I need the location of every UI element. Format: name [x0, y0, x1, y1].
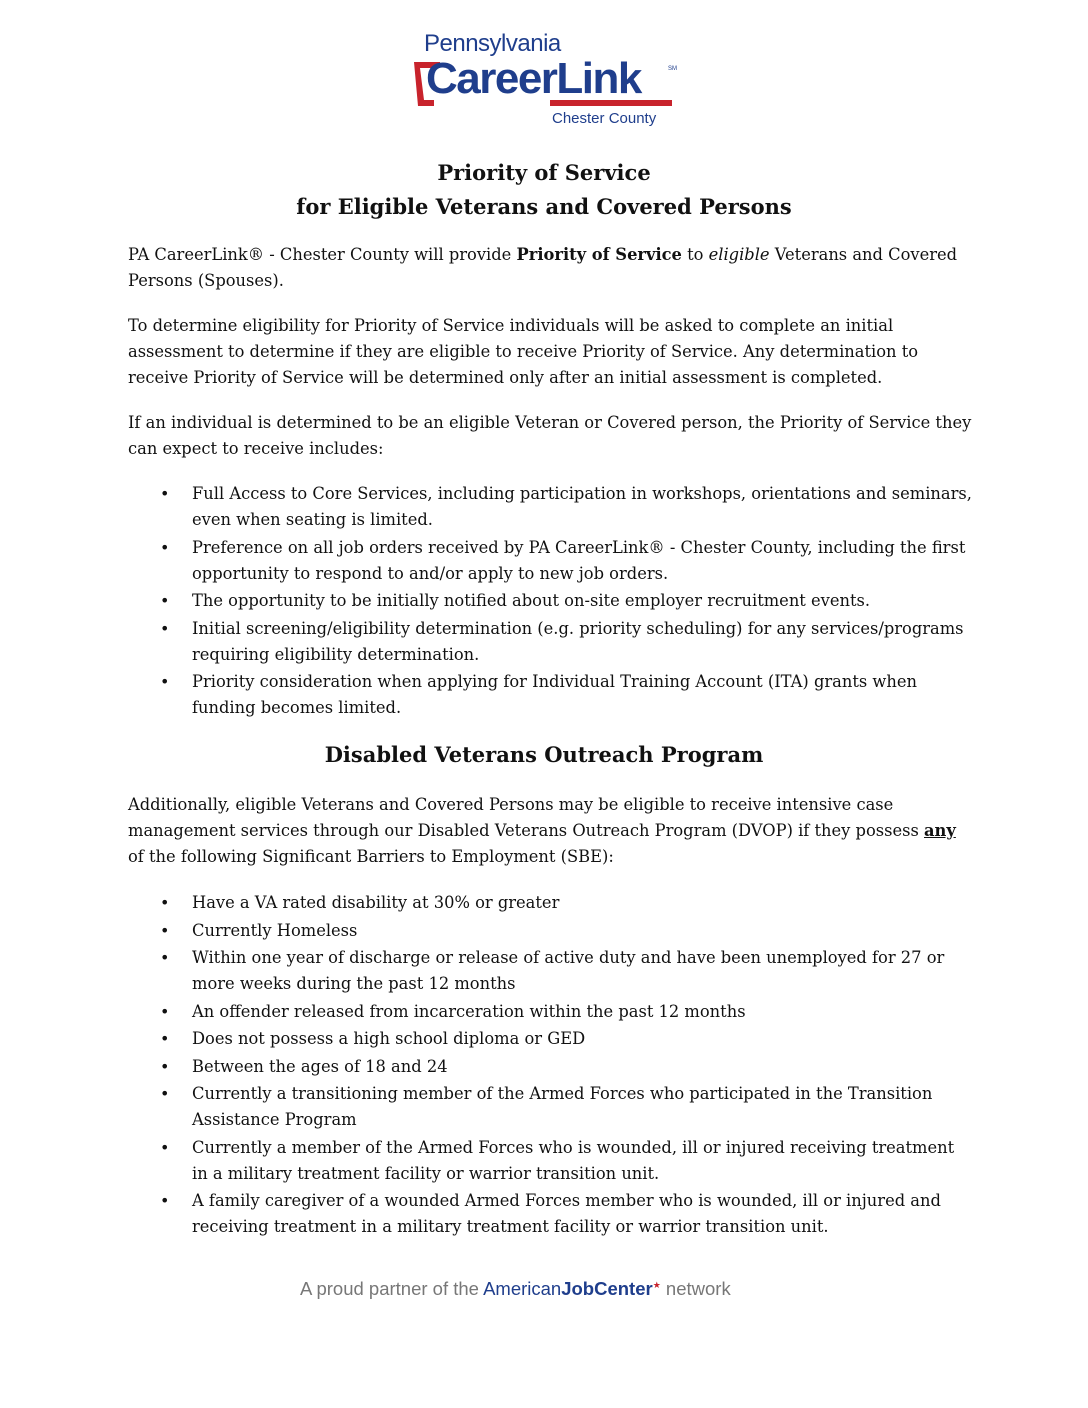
footer-prefix-text: A proud partner of the: [300, 1278, 484, 1299]
intro-italic-text: eligible: [708, 245, 770, 264]
intro-text-3: Veterans and Covered Persons (Spouses).: [128, 245, 958, 290]
list-item: • Initial screening/eligibility determination (e.g. priority scheduling) for any services/programs requiring eligibility determination.: [128, 616, 973, 668]
list-item: • Within one year of discharge or release of active duty and have been unemployed for 27 or more weeks during the past 12 months: [128, 945, 973, 997]
priority-service-list: [128, 481, 973, 723]
page-title: Priority of Service: [437, 160, 651, 185]
sbe-list: [128, 890, 973, 1242]
section-heading: Disabled Veterans Outreach Program: [324, 742, 764, 767]
list-item: • The opportunity to be initially notified about on-site employer recruitment events.: [128, 588, 973, 614]
list-item: • Currently a member of the Armed Forces who is wounded, ill or injured receiving treatment in a military treatment facility or warrior transition unit.: [128, 1135, 973, 1187]
footer-american-text: American: [483, 1278, 562, 1299]
dvop-text-2: of the following Significant Barriers to Employment (SBE):: [128, 847, 614, 866]
page-subtitle: for Eligible Veterans and Covered Persons: [296, 194, 792, 219]
footer-partner-line: [300, 1278, 731, 1300]
logo-brand-text: CareerLink: [426, 54, 641, 103]
list-item: • A family caregiver of a wounded Armed Forces member who is wounded, ill or injured and receiving treatment in a military treatment facility or warrior transition unit.: [128, 1188, 973, 1240]
intro-paragraph: [128, 242, 973, 294]
logo-county-text: Chester County: [552, 110, 657, 127]
list-item: • Preference on all job orders received by PA CareerLink® - Chester County, including the first opportunity to respond to and/or apply to new job orders.: [128, 535, 973, 587]
list-item: • Full Access to Core Services, including participation in workshops, orientations and seminars, even when seating is limited.: [128, 481, 973, 533]
list-item: • Between the ages of 18 and 24: [128, 1054, 973, 1080]
list-item: • An offender released from incarceration within the past 12 months: [128, 999, 973, 1025]
list-item: • Have a VA rated disability at 30% or greater: [128, 890, 973, 916]
list-item: • Currently Homeless: [128, 918, 973, 944]
logo-service-mark: SM: [668, 66, 677, 72]
list-item: • Does not possess a high school diploma or GED: [128, 1026, 973, 1052]
footer-suffix-text: network: [660, 1278, 731, 1299]
dvop-emphasis-text: any: [924, 821, 956, 840]
footer-jobcenter-text: JobCenter: [561, 1278, 653, 1299]
intro-text-1: PA CareerLink® - Chester County will provide: [128, 245, 517, 264]
star-icon: ★: [652, 1279, 661, 1290]
intro-bold-text: Priority of Service: [516, 245, 682, 264]
logo-state-text: Pennsylvania: [424, 30, 561, 57]
dvop-text-1: Additionally, eligible Veterans and Covered Persons may be eligible to receive intensive case management services through our Disabled Veterans Outreach Program (DVOP) if they possess: [128, 795, 924, 840]
careerlink-logo: [410, 30, 680, 132]
benefits-intro-paragraph: If an individual is determined to be an eligible Veteran or Covered person, the Priority of Service they can expect to receive includes:: [128, 413, 972, 458]
list-item: • Currently a transitioning member of the Armed Forces who participated in the Transition Assistance Program: [128, 1081, 973, 1133]
eligibility-paragraph: To determine eligibility for Priority of Service individuals will be asked to complete an initial assessment to determine if they are eligible to receive Priority of Service. Any determination to receive Priority of Service will be determined only after an initial assessment is completed.: [128, 316, 919, 387]
intro-text-2: to: [681, 245, 709, 264]
list-item: • Priority consideration when applying for Individual Training Account (ITA) grants when funding becomes limited.: [128, 669, 973, 721]
dvop-paragraph: [128, 792, 973, 870]
